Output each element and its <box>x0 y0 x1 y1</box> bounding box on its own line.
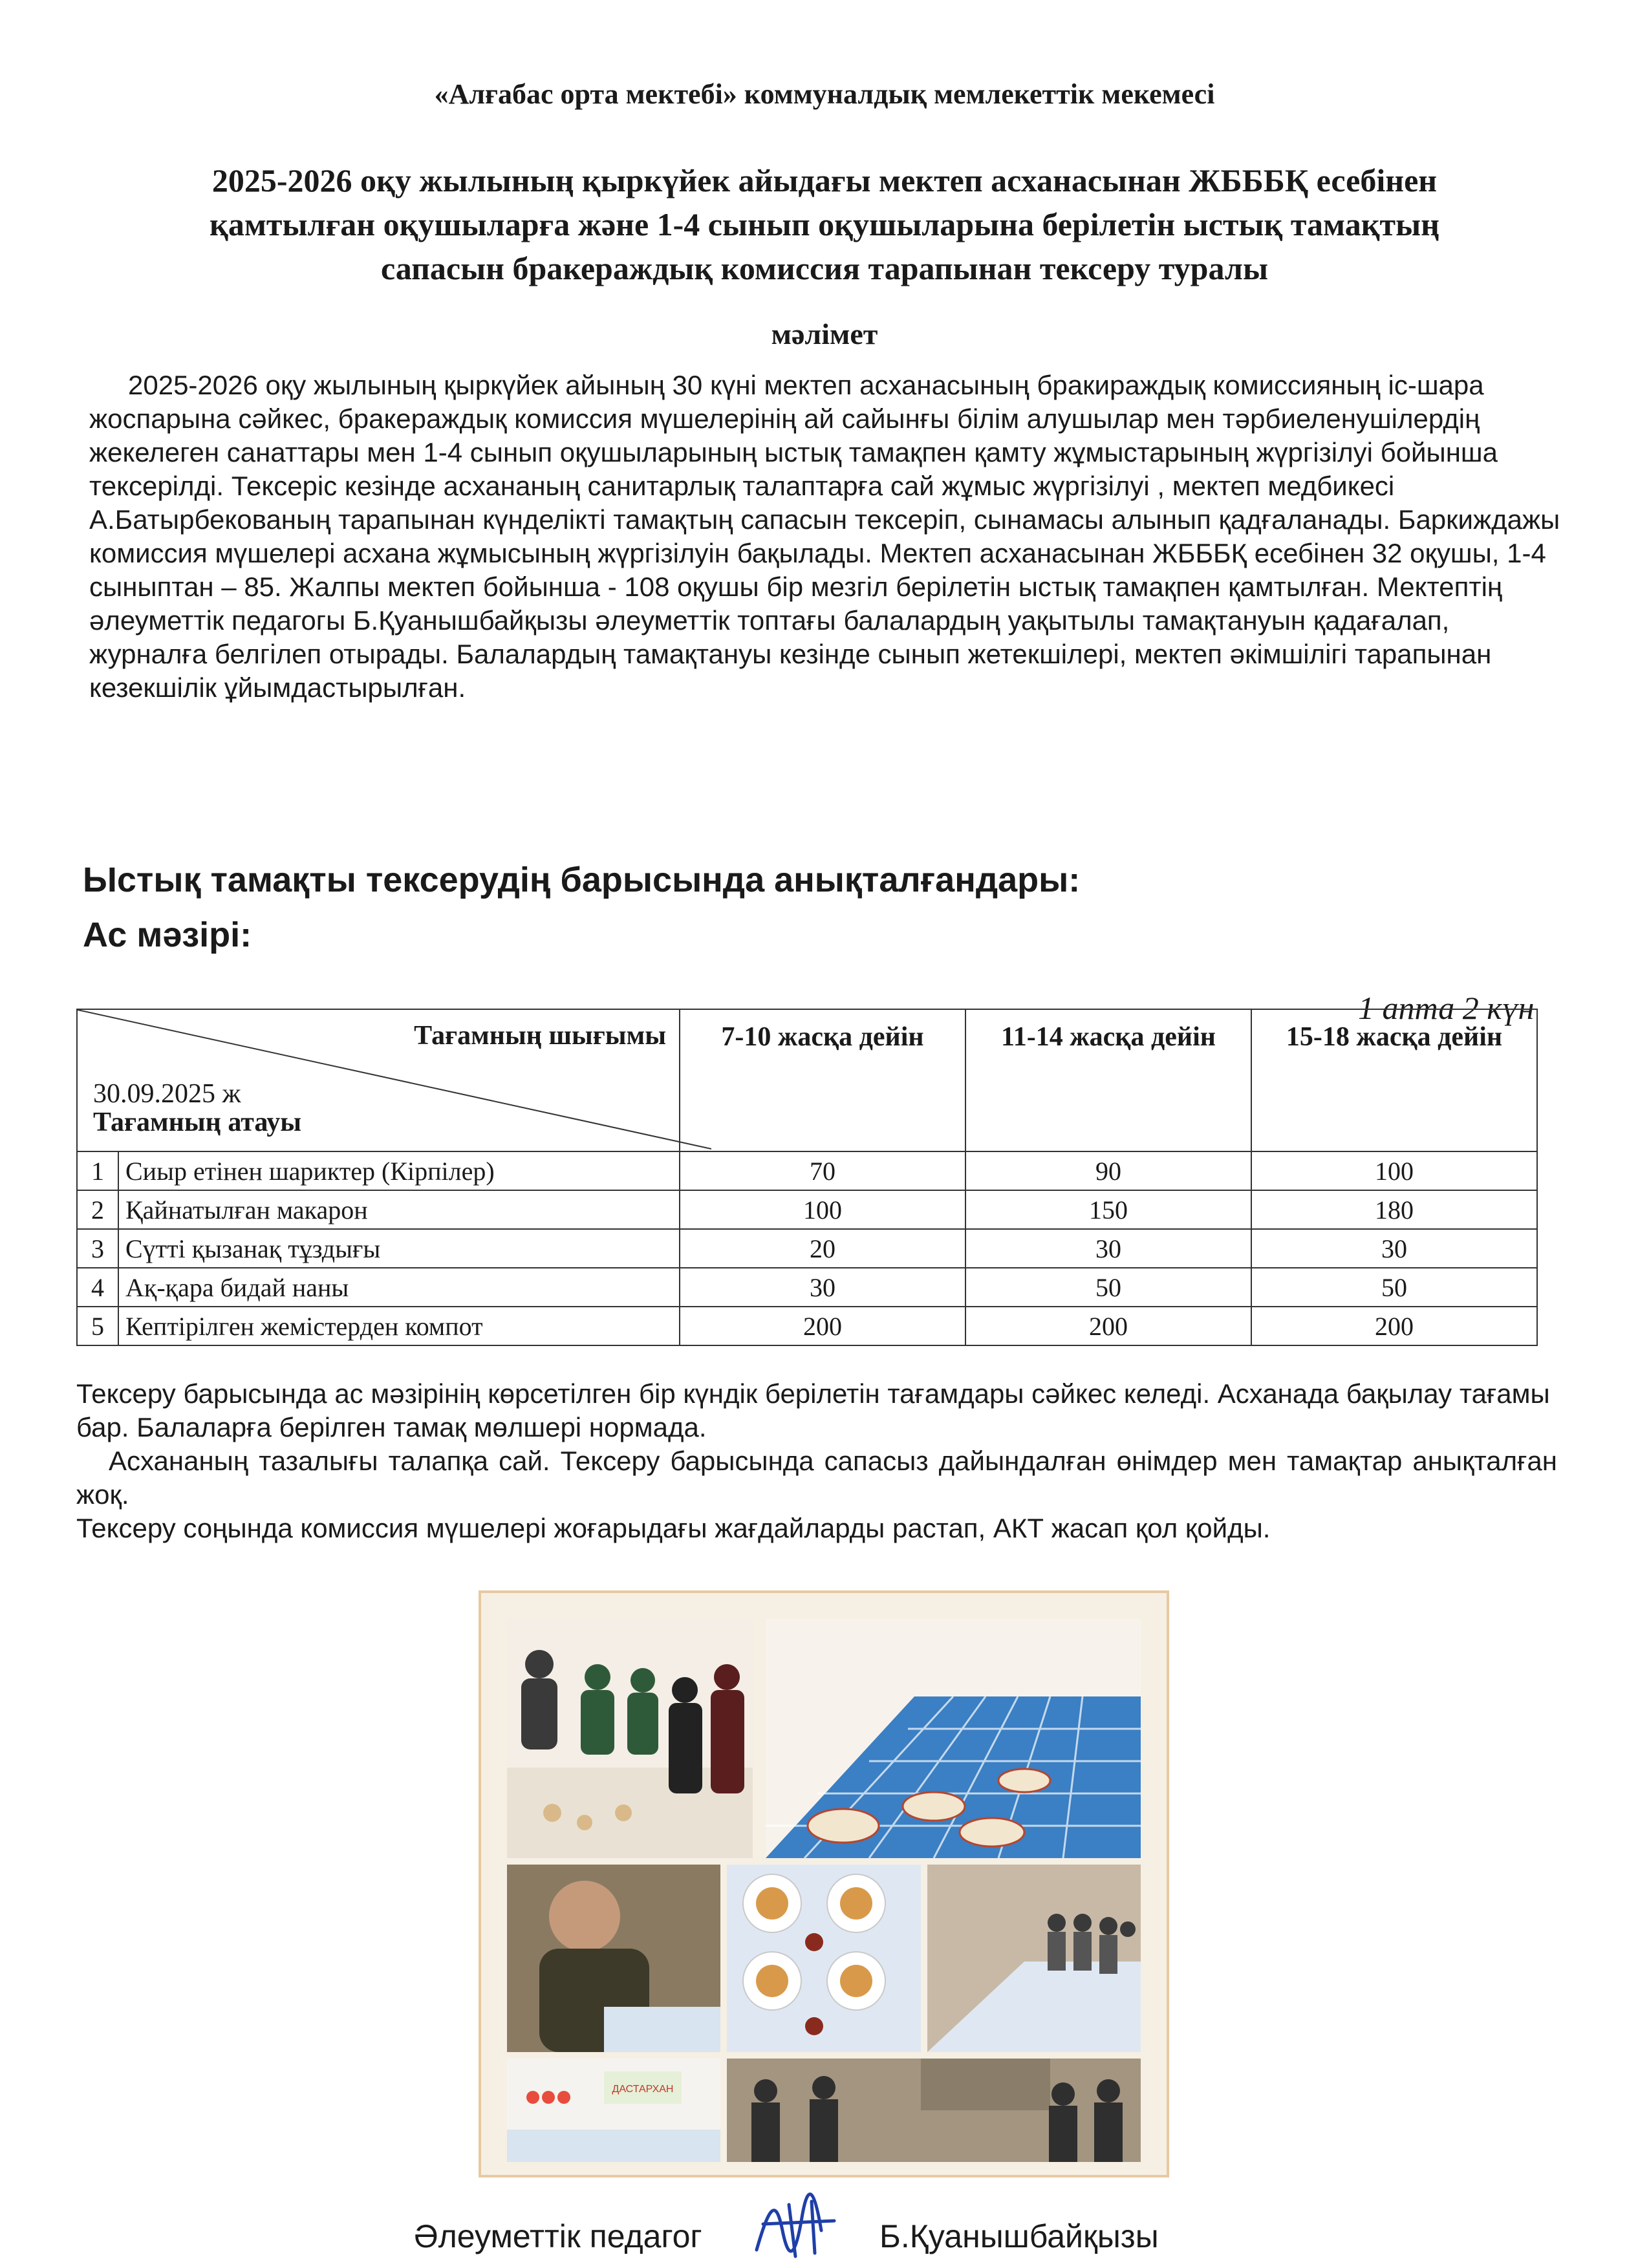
banner-text: ДАСТАРХАН <box>612 2084 674 2095</box>
diagonal-header-cell <box>77 1009 680 1151</box>
body-paragraph: 2025-2026 оқу жылының қыркүйек айының 30 күні мектеп асханасының бракираждық комиссияның іс-шара жоспарына сәйкес, бракераждық комиссия мүшелерінің ай сайынғы білім алушылар мен тәрбиеленушілердің жекелеген санаттары мен 1-4 сынып оқушыларының ыстық тамақпен қамту жұмыстарының жүргізілуі бойынша тексерілді. Тексеріс кезінде асхананың санитарлық талаптарға сай жұмыс жүргізілуі , мектеп медбикесі А.Батырбекованың тарапынан күнделікті тамақтың сапасын тексеріп, сынамасы алынып қадғаланады. Баркиждажы комиссия мүшелері асхана жұмысының жүргізілуін бақылады. Мектеп асханасынан ЖБББҚ есебінен 32 оқушы, 1-4 сыныптан – 85. Жалпы мектеп бойынша - 108 оқушы бір мезгіл берілетін ыстық тамақпен қамтылған. Мектептің әлеуметтік педагогы Б.Қуанышбайқызы әлеуметтік топтағы балалардың уақытылы тамақтануын қадағалап, журналға белгілеп отырады. Балалардың тамақтануы кезінде сынып жетекшілері, мектеп әкімшілігі тарапынан кезекшілік ұйымдастырылған. <box>89 370 1560 703</box>
value-15-18: 30 <box>1251 1229 1537 1268</box>
column-header-11-14: 11-14 жасқа дейін <box>965 1009 1251 1151</box>
value-7-10: 30 <box>680 1268 965 1307</box>
photo-dining-hall <box>927 1865 1141 2052</box>
body-text <box>89 369 1564 705</box>
photo-commission-standing <box>507 1619 753 1858</box>
value-11-14: 30 <box>965 1229 1251 1268</box>
column-header-15-18: 15-18 жасқа дейін <box>1251 1009 1537 1151</box>
dish-name: Қайнатылған макарон <box>118 1190 680 1229</box>
value-7-10: 100 <box>680 1190 965 1229</box>
photo-collage <box>479 1590 1169 2177</box>
organization-name: «Алғабас орта мектебі» коммуналдық мемлекеттік мекемесі <box>434 78 1215 110</box>
table-row <box>77 1307 1537 1345</box>
value-7-10: 20 <box>680 1229 965 1268</box>
title-line-2: қамтылған оқушыларға және 1-4 сынып оқушыларына берілетін ыстық тамақтың <box>210 206 1439 242</box>
dish-name: Сүтті қызанақ тұздығы <box>118 1229 680 1268</box>
photo-food-plates <box>727 1865 921 2052</box>
table-header-row <box>77 1009 1537 1151</box>
dish-name: Ақ-қара бидай наны <box>118 1268 680 1307</box>
table-row <box>77 1268 1537 1307</box>
value-11-14: 50 <box>965 1268 1251 1307</box>
conclusion-paragraph-3: Тексеру соңында комиссия мүшелері жоғарыдағы жағдайларды растап, АКТ жасап қол қойды. <box>76 1513 1271 1543</box>
row-number: 4 <box>77 1268 118 1307</box>
document-subtitle: мәлімет <box>771 317 878 350</box>
table-row <box>77 1190 1537 1229</box>
title-line-3: сапасын бракераждық комиссия тарапынан тексеру туралы <box>380 250 1269 286</box>
value-7-10: 200 <box>680 1307 965 1345</box>
photo-commission-kitchen <box>727 2059 1141 2162</box>
value-15-18: 200 <box>1251 1307 1537 1345</box>
value-15-18: 180 <box>1251 1190 1537 1229</box>
value-15-18: 100 <box>1251 1151 1537 1190</box>
photo-inspector-tasting <box>507 1865 720 2052</box>
conclusion-paragraph-1: Тексеру барысында ас мәзірінің көрсетілген бір күндік берілетін тағамдары сәйкес келеді. Асханада бақылау тағамы бар. Балаларға берілген тамақ мөлшері нормада. <box>76 1378 1550 1442</box>
dish-name-label: Тағамның атауы <box>93 1107 302 1137</box>
value-11-14: 90 <box>965 1151 1251 1190</box>
findings-heading: Ыстық тамақты тексерудің барысында анықталғандары: <box>83 861 1081 899</box>
value-11-14: 150 <box>965 1190 1251 1229</box>
handwritten-signature <box>750 2192 847 2263</box>
value-7-10: 70 <box>680 1151 965 1190</box>
output-label: Тағамның шығымы <box>414 1021 666 1051</box>
signature-name: Б.Қуанышбайқызы <box>879 2218 1159 2254</box>
conclusion-text <box>76 1377 1557 1545</box>
menu-heading: Ас мәзірі: <box>83 915 252 954</box>
table-date: 30.09.2025 ж <box>93 1079 241 1109</box>
document-title <box>0 158 1649 290</box>
signature-title: Әлеуметтік педагог <box>414 2218 702 2254</box>
menu-table <box>76 1009 1538 1346</box>
photo-set-tables <box>766 1619 1141 1858</box>
row-number: 3 <box>77 1229 118 1268</box>
dish-name: Кептірілген жемістерден компот <box>118 1307 680 1345</box>
value-15-18: 50 <box>1251 1268 1537 1307</box>
conclusion-paragraph-2: Асхананың тазалығы талапқа сай. Тексеру барысында сапасыз дайындалған өнімдер мен тамақтар анықталған жоқ. <box>76 1446 1557 1510</box>
row-number: 1 <box>77 1151 118 1190</box>
photo-banner-table <box>507 2059 720 2162</box>
week-day-label: 1 апта 2 күн <box>1358 990 1535 1026</box>
column-header-7-10: 7-10 жасқа дейін <box>680 1009 965 1151</box>
value-11-14: 200 <box>965 1307 1251 1345</box>
row-number: 5 <box>77 1307 118 1345</box>
row-number: 2 <box>77 1190 118 1229</box>
table-row <box>77 1151 1537 1190</box>
table-row <box>77 1229 1537 1268</box>
title-line-1: 2025-2026 оқу жылының қыркүйек айыдағы мектеп асханасынан ЖБББҚ есебінен <box>211 162 1438 198</box>
dish-name: Сиыр етінен шариктер (Кірпілер) <box>118 1151 680 1190</box>
